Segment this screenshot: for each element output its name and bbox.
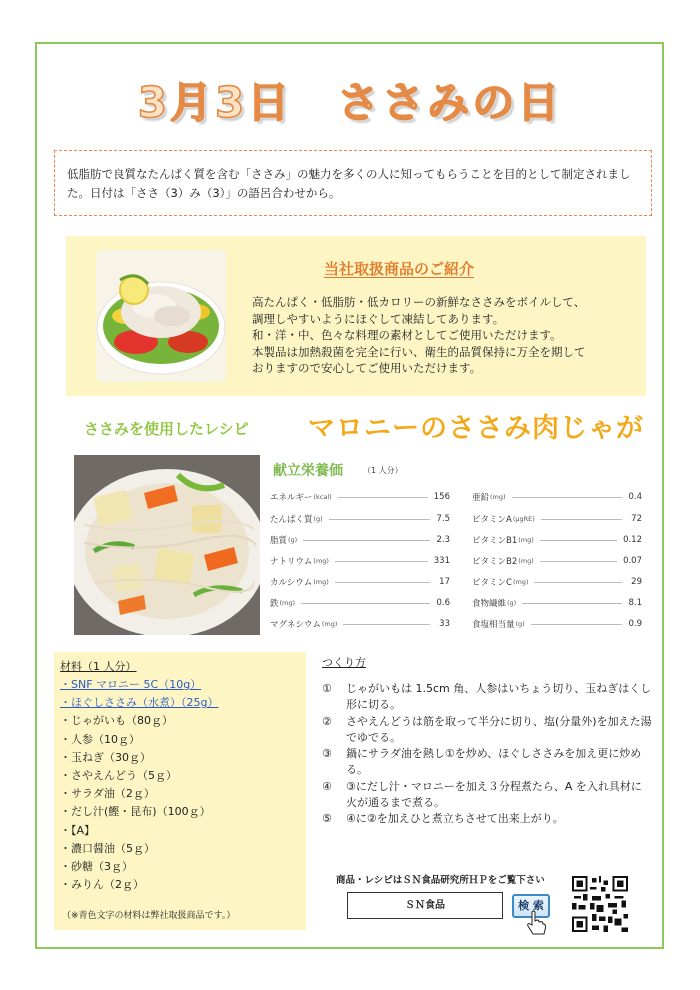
nutrition-title: 献立栄養価 <box>273 463 343 479</box>
list-item: ・じゃがいも（80ｇ） <box>60 714 173 728</box>
ingredients-list <box>60 676 218 894</box>
nutrition-subtitle: （1 人分） <box>363 466 403 475</box>
nutrition-row: ビタミンA (μgRE) 72 <box>472 514 642 525</box>
nutrition-row: ビタミンB1 (mg) 0.12 <box>472 535 642 546</box>
nutrition-row: カルシウム (mg) 17 <box>270 577 450 588</box>
ingredients-title: 材料（1 人分） <box>60 660 137 673</box>
step-item: ③ 鍋にサラダ油を熱し①を炒め、ほぐしささみを加え更に炒める。 <box>322 747 642 777</box>
nutrition-row: 鉄 (mg) 0.6 <box>270 598 450 609</box>
list-item: ・サラダ油（2ｇ） <box>60 787 155 801</box>
search-input[interactable]: ＳＮ食品 <box>347 892 503 919</box>
list-item: ・玉ねぎ（30ｇ） <box>60 750 151 764</box>
step-item: ② さやえんどうは筋を取って半分に切り、塩(分量外)を加えた湯でゆでる。 <box>322 714 652 744</box>
step-item: ⑤ ④に②を加えひと煮立ちさせて出来上がり。 <box>322 812 564 826</box>
nutrition-row: マグネシウム (mg) 33 <box>270 619 450 630</box>
page-title: 3月3日 ささみの日 <box>137 78 563 127</box>
ingredient-link[interactable]: ・SNF マロニー 5C（10g） <box>60 678 202 691</box>
nutrition-row: ナトリウム (mg) 331 <box>270 556 450 567</box>
list-item: ・さやえんどう（5ｇ） <box>60 769 177 783</box>
list-item: ・人参（10ｇ） <box>60 732 140 746</box>
hand-cursor-icon <box>526 910 546 936</box>
nutrition-row: 食塩相当量 (g) 0.9 <box>472 619 642 630</box>
ingredients-note: （※青色文字の材料は弊社取扱商品です。） <box>62 911 236 921</box>
recipe-title: マロニーのささみ肉じゃが <box>308 413 644 444</box>
product-section <box>66 236 646 396</box>
steps-list <box>322 681 652 828</box>
search-caption: 商品・レシピはＳＮ食品研究所ＨＰをご覧下さい <box>336 875 545 886</box>
nutrition-row: ビタミンB2 (mg) 0.07 <box>472 556 642 567</box>
nutrition-row: 食物繊維 (g) 8.1 <box>472 598 642 609</box>
nutrition-row: 脂質 (g) 2.3 <box>270 535 450 546</box>
recipe-label: ささみを使用したレシピ <box>84 420 249 438</box>
nutrition-row: エネルギー (kcal) 156 <box>270 492 450 503</box>
list-item: ・砂糖（3ｇ） <box>60 860 133 874</box>
intro-box: 低脂肪で良質なたんぱく質を含む「ささみ」の魅力を多くの人に知ってもらうことを目的として制定されました。日付は「ささ（3）み（3）」の語呂合わせから。 <box>54 150 652 216</box>
product-line: 和・洋・中、色々な料理の素材としてご使用いただけます。 <box>252 328 562 342</box>
step-item: ① じゃがいもは 1.5cm 角、人参はいちょう切り、玉ねぎはくし形に切る。 <box>322 682 652 712</box>
ingredients-box <box>54 652 306 930</box>
nutrition-row: たんぱく質 (g) 7.5 <box>270 514 450 525</box>
product-line: おりますので安心してご使用いただけます。 <box>252 361 482 375</box>
product-line: 高たんぱく・低脂肪・低カロリーの新鮮なささみをボイルして、 <box>252 295 586 309</box>
ingredient-link[interactable]: ・ほぐしささみ（水煮）（25g） <box>60 696 219 710</box>
step-item: ④ ③にだし汁・マロニーを加え３分程煮たら、A を入れ具材に火が通るまで煮る。 <box>322 779 642 810</box>
search-button[interactable]: 検 索 <box>512 894 550 918</box>
product-line: 本製品は加熱殺菌を完全に行い、衛生的品質保持に万全を期して <box>252 344 586 359</box>
product-photo <box>96 250 226 382</box>
nutrition-row: ビタミンC (mg) 29 <box>472 577 642 588</box>
list-item: ・【A】 <box>60 823 96 837</box>
product-heading: 当社取扱商品のご紹介 <box>324 260 475 278</box>
list-item: ・だし汁(鰹・昆布)（100ｇ） <box>60 805 211 819</box>
qr-code[interactable] <box>572 876 628 932</box>
dish-photo <box>74 455 260 635</box>
steps-title: つくり方 <box>322 656 366 669</box>
list-item: ・濃口醤油（5ｇ） <box>60 841 155 855</box>
product-description <box>252 294 632 377</box>
nutrition-row: 亜鉛 (mg) 0.4 <box>472 492 642 503</box>
product-line: 調理しやすいようにほぐして凍結してあります。 <box>252 311 505 326</box>
list-item: ・みりん（2ｇ） <box>60 878 144 892</box>
